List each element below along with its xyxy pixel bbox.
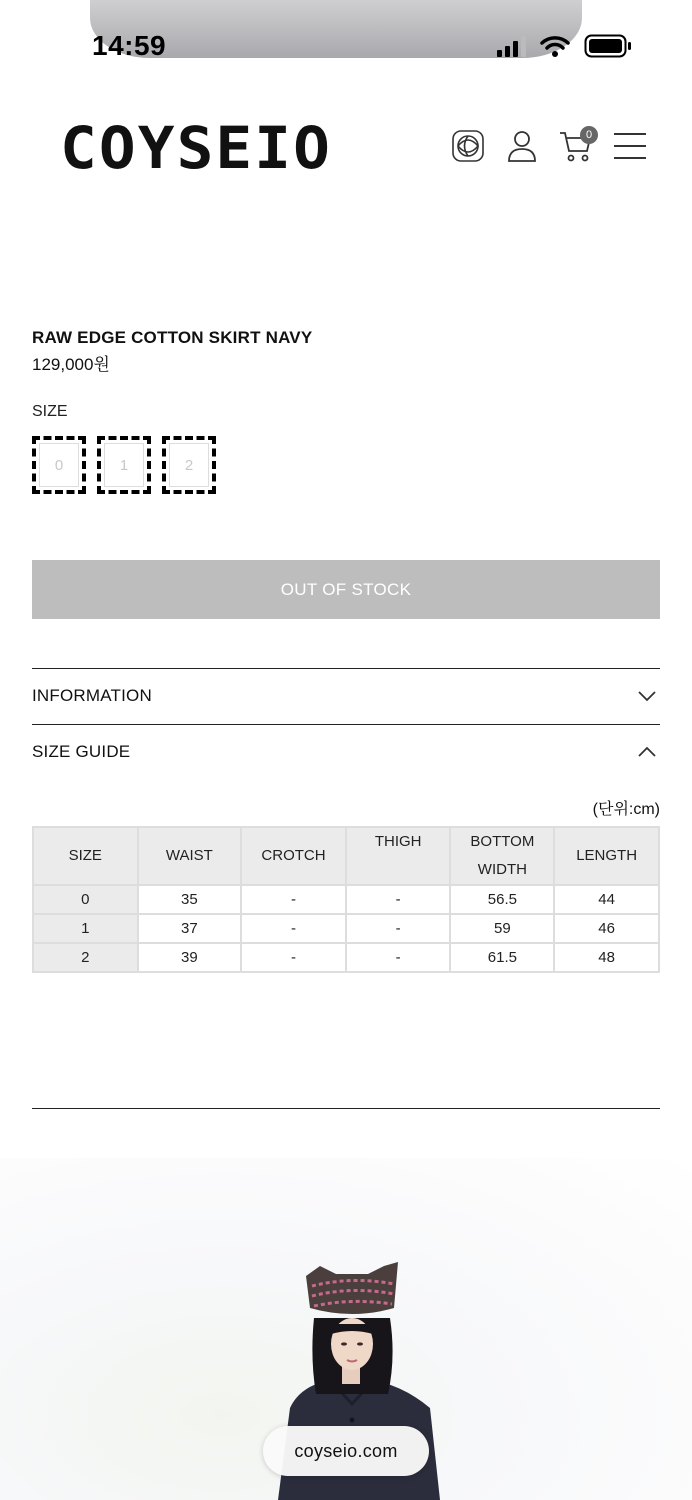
table-cell: 59 <box>450 914 554 943</box>
column-header: THIGH <box>346 827 451 885</box>
column-header <box>450 827 554 885</box>
size-option-2[interactable] <box>162 436 216 494</box>
table-row <box>33 885 659 914</box>
status-time: 14:59 <box>92 30 167 61</box>
accordion-information-label: INFORMATION <box>32 686 152 705</box>
column-header-text: BOTTOM WIDTH <box>470 833 535 878</box>
brand-logo[interactable] <box>60 118 336 179</box>
accordion-size-guide[interactable] <box>32 724 660 780</box>
column-header: SIZE <box>33 827 138 885</box>
table-cell: 39 <box>138 943 242 972</box>
table-cell: 2 <box>33 943 138 972</box>
chevron-up-icon <box>638 746 656 758</box>
table-cell: - <box>241 914 346 943</box>
column-header: LENGTH <box>554 827 659 885</box>
table-cell: - <box>241 885 346 914</box>
wifi-icon <box>540 35 570 57</box>
product-title: RAW EDGE COTTON SKIRT NAVY <box>32 328 313 347</box>
table-cell: 61.5 <box>450 943 554 972</box>
header-actions <box>450 128 648 164</box>
url-bar[interactable]: coyseio.com <box>263 1426 429 1476</box>
size-option-0[interactable] <box>32 436 86 494</box>
menu-icon[interactable] <box>612 128 648 164</box>
table-cell: 44 <box>554 885 659 914</box>
divider <box>32 1108 660 1109</box>
signal-icon <box>497 35 526 57</box>
column-header: CROTCH <box>241 827 346 885</box>
product-price: 129,000원 <box>32 355 110 374</box>
size-option-1[interactable] <box>97 436 151 494</box>
table-cell: 35 <box>138 885 242 914</box>
table-cell: - <box>346 943 451 972</box>
user-icon[interactable] <box>504 128 540 164</box>
table-cell: 1 <box>33 914 138 943</box>
table-cell: 56.5 <box>450 885 554 914</box>
size-option-label: 1 <box>104 443 144 487</box>
cart-count-badge: 0 <box>580 126 598 144</box>
table-cell: - <box>241 943 346 972</box>
svg-text:COYSEIO: COYSEIO <box>60 118 332 174</box>
size-guide-table <box>32 826 660 973</box>
battery-icon <box>584 34 632 58</box>
accordion-size-guide-label: SIZE GUIDE <box>32 742 131 761</box>
size-option-label: 2 <box>169 443 209 487</box>
table-cell: 48 <box>554 943 659 972</box>
cart-icon[interactable] <box>558 128 594 164</box>
column-header: WAIST <box>138 827 242 885</box>
chevron-down-icon <box>638 690 656 702</box>
table-row <box>33 914 659 943</box>
table-row <box>33 943 659 972</box>
out-of-stock-button[interactable]: OUT OF STOCK <box>32 560 660 619</box>
table-cell: 46 <box>554 914 659 943</box>
accordion-information[interactable] <box>32 668 660 724</box>
table-cell: 37 <box>138 914 242 943</box>
table-header-row <box>33 827 659 885</box>
unit-note: (단위:cm) <box>592 801 660 818</box>
size-option-label: 0 <box>39 443 79 487</box>
table-cell: 0 <box>33 885 138 914</box>
status-icons <box>497 34 632 58</box>
size-options <box>32 436 216 494</box>
size-label: SIZE <box>32 403 68 420</box>
table-cell: - <box>346 914 451 943</box>
globe-icon[interactable] <box>450 128 486 164</box>
table-cell: - <box>346 885 451 914</box>
